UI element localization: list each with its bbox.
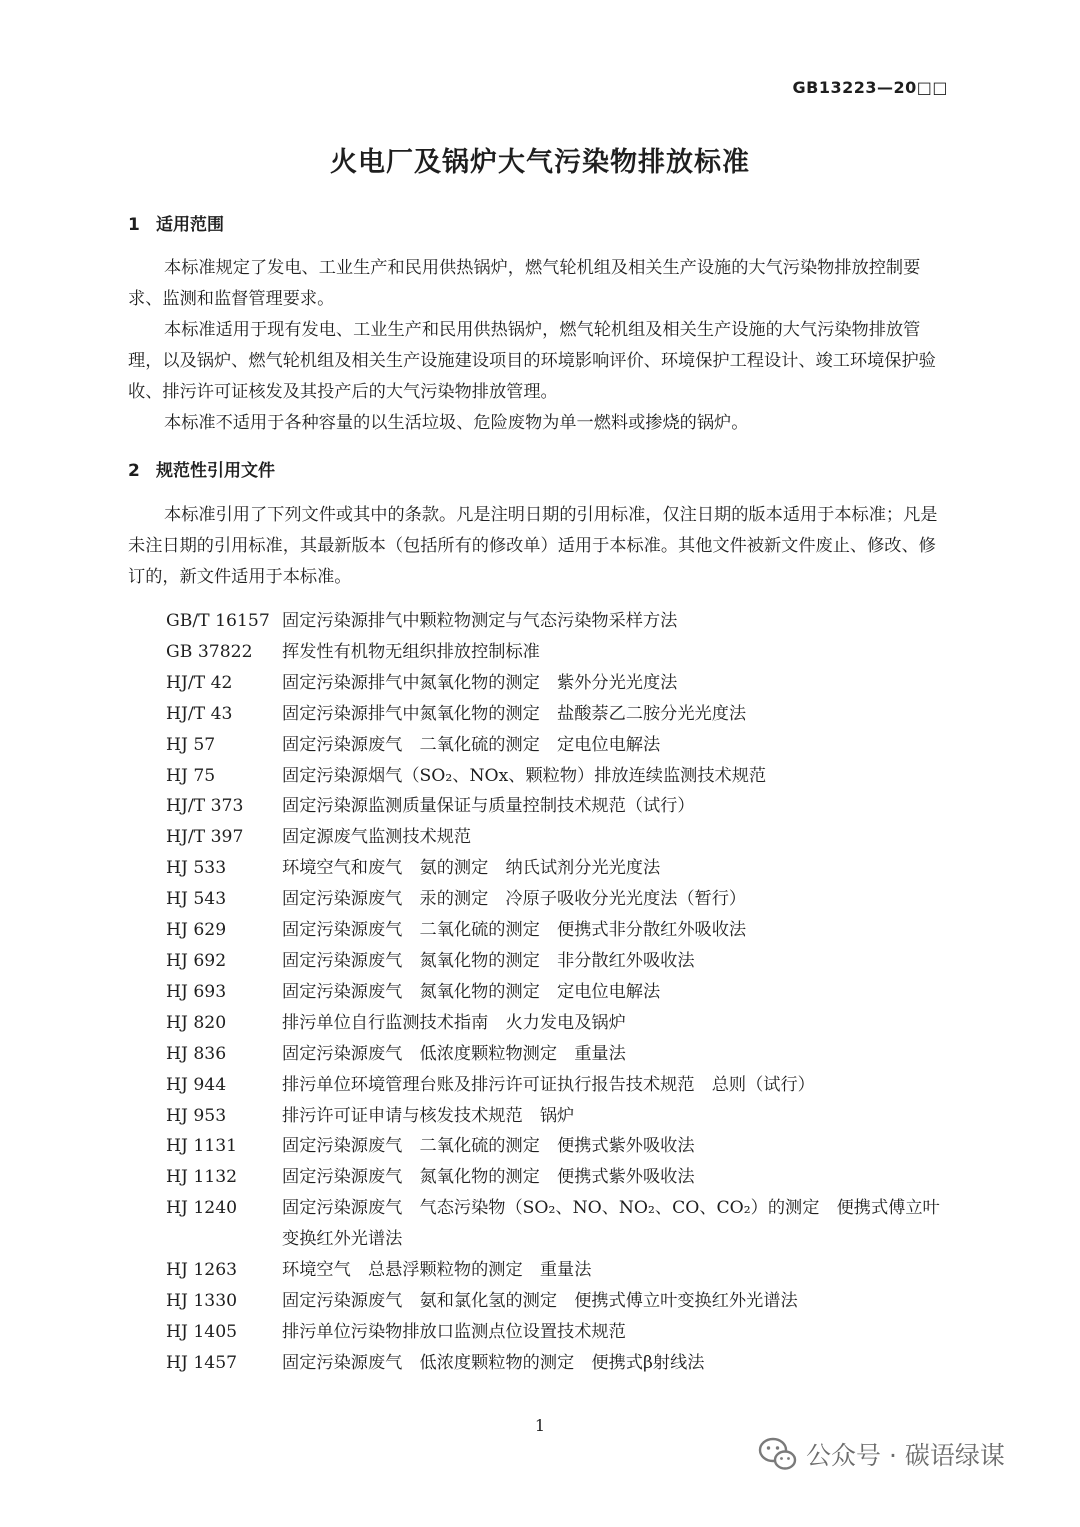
reference-code: GB/T 16157 — [166, 611, 270, 631]
reference-item — [166, 1162, 952, 1193]
reference-title: 环境空气和废气 氨的测定 纳氏试剂分光光度法 — [282, 858, 661, 879]
reference-code: HJ 629 — [166, 920, 227, 941]
reference-code: HJ 693 — [166, 981, 227, 1002]
reference-title: 固定污染源废气 氨和氯化氢的测定 便携式傅立叶变换红外光谱法 — [282, 1290, 798, 1311]
reference-item — [166, 977, 952, 1008]
reference-code: HJ 543 — [166, 889, 227, 910]
reference-item — [166, 730, 952, 761]
reference-code: HJ 1132 — [166, 1167, 238, 1188]
reference-title: 固定污染源废气 汞的测定 冷原子吸收分光光度法（暂行） — [282, 889, 747, 910]
section-1-paragraph-1: 本标准规定了发电、工业生产和民用供热锅炉，燃气轮机组及相关生产设施的大气污染物排放控制要求、监测和监督管理要求。 — [128, 258, 921, 309]
reference-title: 挥发性有机物无组织排放控制标准 — [282, 641, 540, 662]
section-title: 规范性引用文件 — [156, 461, 275, 481]
reference-item — [166, 822, 952, 853]
reference-item — [166, 1317, 952, 1348]
reference-title: 固定污染源废气 气态污染物（SO₂、NO、NO₂、CO、CO₂）的测定 便携式傅立叶变换红外光谱法 — [282, 1198, 940, 1250]
section-title: 适用范围 — [156, 215, 224, 235]
reference-list — [166, 606, 952, 1379]
reference-item — [166, 637, 952, 668]
section-number: 1 — [128, 215, 140, 235]
reference-code: HJ 836 — [166, 1043, 227, 1064]
reference-title: 固定污染源排气中氮氧化物的测定 紫外分光光度法 — [282, 672, 678, 693]
reference-code: HJ 1330 — [166, 1290, 238, 1311]
reference-title: 固定污染源废气 氮氧化物的测定 定电位电解法 — [282, 981, 661, 1002]
reference-item — [166, 1193, 952, 1255]
reference-code: HJ/T 397 — [166, 827, 244, 848]
reference-code: HJ 944 — [166, 1074, 227, 1095]
reference-item — [166, 1101, 952, 1132]
watermark-text: 公众号 · 碳语绿谋 — [806, 1441, 1005, 1470]
reference-item — [166, 1039, 952, 1070]
reference-item — [166, 791, 952, 822]
reference-item — [166, 1131, 952, 1162]
reference-title: 固定污染源废气 氮氧化物的测定 非分散红外吸收法 — [282, 950, 695, 971]
reference-item — [166, 606, 952, 637]
reference-item — [166, 946, 952, 977]
reference-code: HJ 1405 — [166, 1321, 238, 1342]
reference-code: HJ 533 — [166, 858, 227, 879]
page-number: 1 — [534, 1416, 546, 1435]
reference-item — [166, 1348, 952, 1379]
reference-title: 固定污染源监测质量保证与质量控制技术规范（试行） — [282, 796, 695, 817]
reference-item — [166, 1008, 952, 1039]
reference-title: 固定污染源废气 二氧化硫的测定 便携式非分散红外吸收法 — [282, 920, 747, 941]
reference-item — [166, 1070, 952, 1101]
reference-title: 排污单位污染物排放口监测点位设置技术规范 — [282, 1321, 626, 1342]
reference-code: GB 37822 — [166, 641, 253, 662]
section-1-paragraph-3: 本标准不适用于各种容量的以生活垃圾、危险废物为单一燃料或掺烧的锅炉。 — [164, 413, 749, 433]
section-2-paragraph-1: 本标准引用了下列文件或其中的条款。凡是注明日期的引用标准，仅注日期的版本适用于本标准；凡是未注日期的引用标准，其最新版本（包括所有的修改单）适用于本标准。其他文件被新文件废止、修改、修订的，新文件适用于本标准。 — [128, 505, 938, 587]
reference-title: 排污许可证申请与核发技术规范 锅炉 — [282, 1105, 575, 1126]
reference-title: 环境空气 总悬浮颗粒物的测定 重量法 — [282, 1260, 592, 1281]
section-number: 2 — [128, 461, 140, 481]
reference-code: HJ 1240 — [166, 1198, 238, 1219]
reference-code: HJ 1457 — [166, 1352, 238, 1373]
reference-code: HJ 75 — [166, 765, 216, 786]
reference-title: 固定污染源废气 氮氧化物的测定 便携式紫外吸收法 — [282, 1167, 695, 1188]
wechat-icon — [758, 1436, 798, 1472]
document-header-code: GB13223—20□□ — [792, 78, 948, 97]
reference-code: HJ/T 43 — [166, 703, 233, 724]
reference-item — [166, 915, 952, 946]
reference-item — [166, 1286, 952, 1317]
section-1-heading — [128, 210, 224, 235]
reference-title: 固定污染源烟气（SO₂、NOx、颗粒物）排放连续监测技术规范 — [282, 765, 767, 786]
reference-code: HJ/T 373 — [166, 796, 244, 817]
reference-item — [166, 884, 952, 915]
watermark — [758, 1436, 1005, 1472]
reference-title: 排污单位环境管理台账及排污许可证执行报告技术规范 总则（试行） — [282, 1074, 815, 1095]
reference-title: 固定污染源排气中氮氧化物的测定 盐酸萘乙二胺分光光度法 — [282, 703, 747, 724]
reference-code: HJ 820 — [166, 1012, 227, 1033]
reference-code: HJ 57 — [166, 734, 216, 755]
reference-title: 固定污染源排气中颗粒物测定与气态污染物采样方法 — [282, 611, 678, 631]
reference-item — [166, 853, 952, 884]
section-1-paragraph-2: 本标准适用于现有发电、工业生产和民用供热锅炉，燃气轮机组及相关生产设施的大气污染物排放管理，以及锅炉、燃气轮机组及相关生产设施建设项目的环境影响评价、环境保护工程设计、竣工环境保护验收、排污许可证核发及其投产后的大气污染物排放管理。 — [128, 320, 936, 402]
section-2-heading — [128, 456, 275, 481]
reference-item — [166, 1255, 952, 1286]
reference-title: 固定污染源废气 低浓度颗粒物测定 重量法 — [282, 1043, 626, 1064]
reference-title: 固定污染源废气 低浓度颗粒物的测定 便携式β射线法 — [282, 1352, 705, 1373]
reference-code: HJ 953 — [166, 1105, 227, 1126]
page-title: 火电厂及锅炉大气污染物排放标准 — [330, 147, 750, 178]
reference-item — [166, 699, 952, 730]
reference-code: HJ/T 42 — [166, 672, 233, 693]
reference-title: 固定源废气监测技术规范 — [282, 827, 472, 848]
reference-code: HJ 1131 — [166, 1136, 238, 1157]
reference-title: 固定污染源废气 二氧化硫的测定 定电位电解法 — [282, 734, 661, 755]
reference-item — [166, 668, 952, 699]
reference-code: HJ 692 — [166, 950, 227, 971]
reference-title: 固定污染源废气 二氧化硫的测定 便携式紫外吸收法 — [282, 1136, 695, 1157]
reference-item — [166, 761, 952, 792]
reference-code: HJ 1263 — [166, 1260, 238, 1281]
reference-title: 排污单位自行监测技术指南 火力发电及锅炉 — [282, 1012, 626, 1033]
